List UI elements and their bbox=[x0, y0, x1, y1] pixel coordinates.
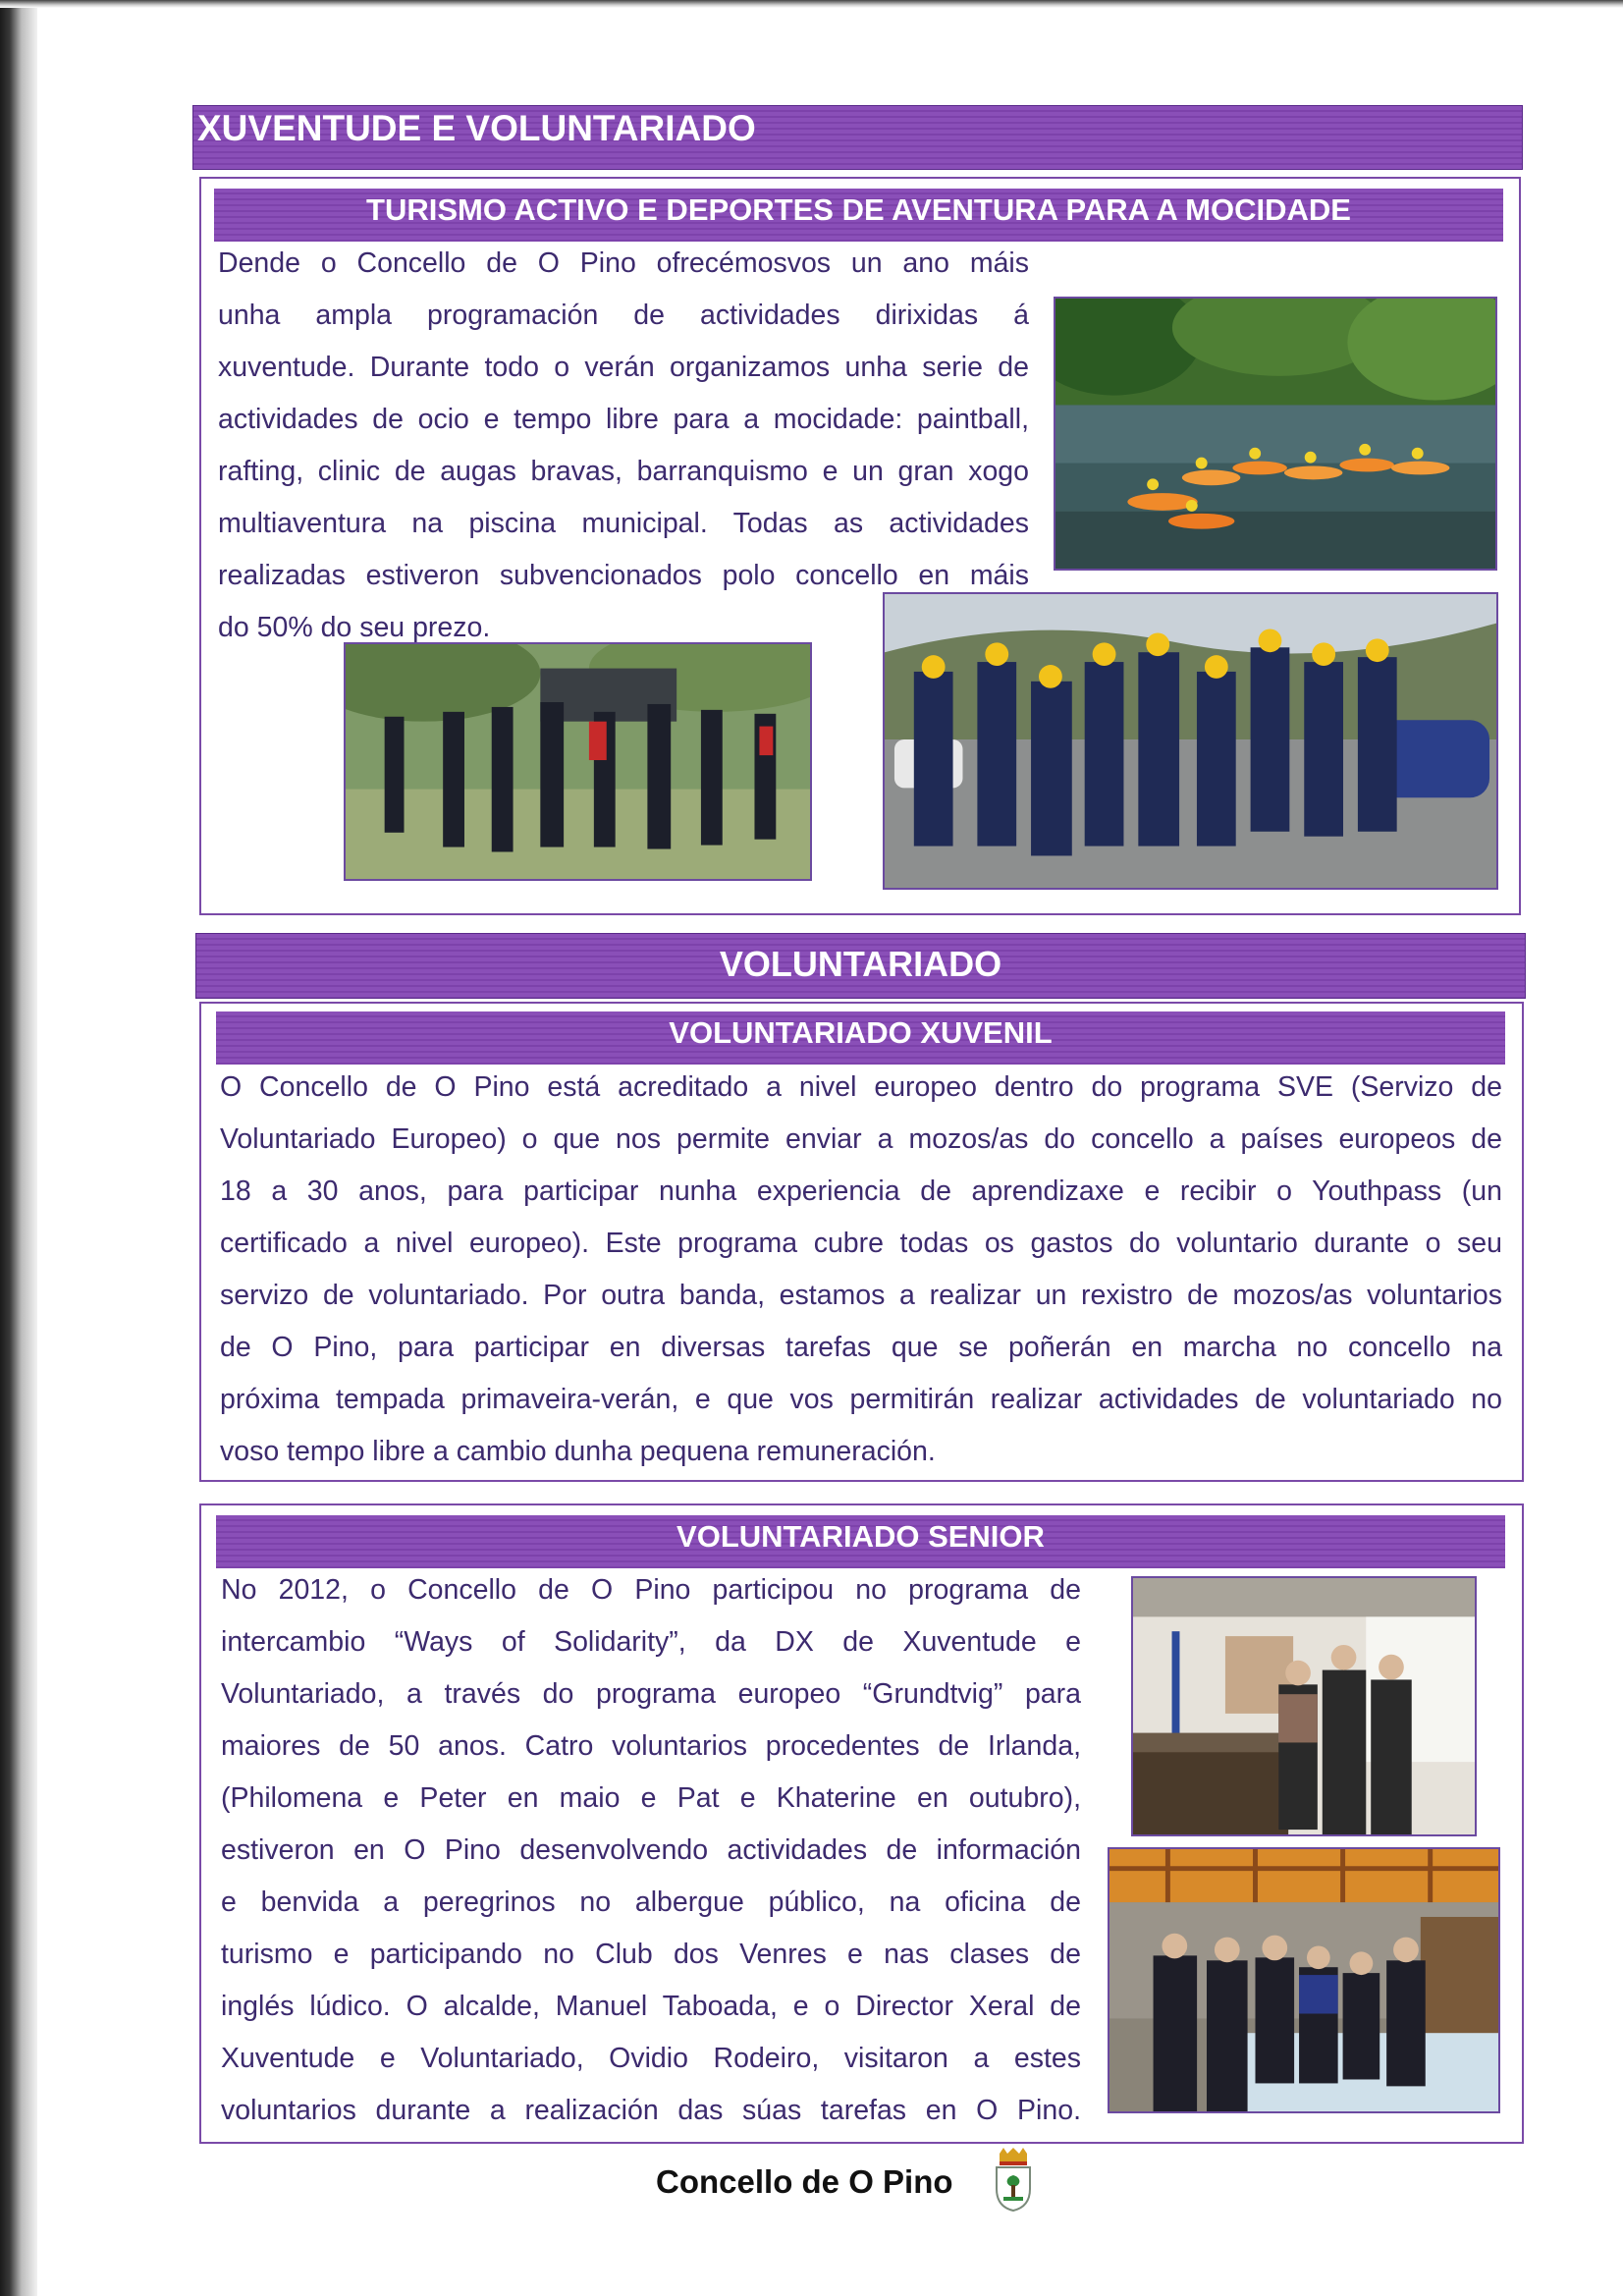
voluntariado-title: VOLUNTARIADO bbox=[719, 944, 1002, 984]
text-line: turismo e participando no Club dos Venres e nas clases de bbox=[221, 1939, 1081, 1970]
text-line: multiaventura na piscina municipal. Todas as actividades bbox=[218, 508, 1029, 539]
albergue-visit-photo bbox=[1108, 1847, 1500, 2113]
text-line: 18 a 30 anos, para participar nunha experiencia de aprendizaxe e recibir o Youthpass (un bbox=[220, 1175, 1502, 1207]
senior-title-band bbox=[216, 1515, 1505, 1568]
turismo-title-band bbox=[214, 189, 1503, 242]
rafting-photo bbox=[1054, 297, 1497, 571]
text-line: estiveron en O Pino desenvolvendo actividades de información bbox=[221, 1834, 1081, 1866]
section-title-band bbox=[192, 105, 1523, 170]
office-visit-photo bbox=[1131, 1576, 1477, 1836]
senior-paragraph bbox=[221, 1564, 1081, 2137]
text-line: e benvida a peregrinos no albergue público, na oficina de bbox=[221, 1886, 1081, 1918]
turismo-title: TURISMO ACTIVO E DEPORTES DE AVENTURA PARA A MOCIDADE bbox=[366, 192, 1351, 227]
xuvenil-paragraph bbox=[220, 1062, 1502, 1478]
text-line: O Concello de O Pino está acreditado a nivel europeo dentro do programa SVE (Servizo de bbox=[220, 1071, 1502, 1103]
text-line: intercambio “Ways of Solidarity”, da DX de Xuventude e bbox=[221, 1626, 1081, 1658]
text-line: certificado a nivel europeo). Este programa cubre todas os gastos do voluntario durante o seu bbox=[220, 1228, 1502, 1259]
text-line: voso tempo libre a cambio dunha pequena remuneración. bbox=[220, 1436, 936, 1467]
text-line: (Philomena e Peter en maio e Pat e Khaterine en outubro), bbox=[221, 1782, 1081, 1814]
text-line: unha ampla programación de actividades dirixidas á bbox=[218, 300, 1029, 331]
wetsuit-group-photo bbox=[344, 642, 812, 881]
text-line: do 50% do seu prezo. bbox=[218, 612, 491, 643]
text-line: Dende o Concello de O Pino ofrecémosvos un ano máis bbox=[218, 247, 1029, 279]
text-line: próxima tempada primaveira-verán, e que vos permitirán realizar actividades de voluntariado no bbox=[220, 1384, 1502, 1415]
coat-of-arms-icon bbox=[994, 2148, 1033, 2213]
text-line: inglés lúdico. O alcalde, Manuel Taboada, e o Director Xeral de bbox=[221, 1991, 1081, 2022]
footer-text: Concello de O Pino bbox=[656, 2163, 953, 2200]
text-line: Voluntariado, a través do programa europeo “Grundtvig” para bbox=[221, 1678, 1081, 1710]
text-line: realizadas estiveron subvencionados polo concello en máis bbox=[218, 560, 1029, 591]
text-line: Voluntariado Europeo) o que nos permite enviar a mozos/as do concello a países europeos de bbox=[220, 1123, 1502, 1155]
xuvenil-title-band bbox=[216, 1011, 1505, 1065]
text-line: actividades de ocio e tempo libre para a mocidade: paintball, bbox=[218, 404, 1029, 435]
text-line: xuventude. Durante todo o verán organizamos unha serie de bbox=[218, 352, 1029, 383]
page-edge-shadow bbox=[0, 0, 37, 2296]
voluntariado-band bbox=[195, 933, 1526, 999]
text-line: de O Pino, para participar en diversas tarefas que se poñerán en marcha no concello na bbox=[220, 1332, 1502, 1363]
senior-title: VOLUNTARIADO SENIOR bbox=[676, 1519, 1045, 1554]
text-line: servizo de voluntariado. Por outra banda, estamos a realizar un rexistro de mozos/as voluntarios bbox=[220, 1280, 1502, 1311]
xuvenil-title: VOLUNTARIADO XUVENIL bbox=[669, 1015, 1053, 1050]
text-line: Xuventude e Voluntariado, Ovidio Rodeiro, visitaron a estes bbox=[221, 2043, 1081, 2074]
text-line: maiores de 50 anos. Catro voluntarios procedentes de Irlanda, bbox=[221, 1730, 1081, 1762]
text-line: voluntarios durante a realización das súas tarefas en O Pino. bbox=[221, 2095, 1081, 2126]
jumping-group-photo bbox=[883, 592, 1498, 890]
text-line: rafting, clinic de augas bravas, barranquismo e un gran xogo bbox=[218, 456, 1029, 487]
text-line: No 2012, o Concello de O Pino participou no programa de bbox=[221, 1574, 1081, 1606]
page-top-edge bbox=[0, 0, 1623, 8]
section-title: XUVENTUDE E VOLUNTARIADO bbox=[197, 108, 756, 148]
